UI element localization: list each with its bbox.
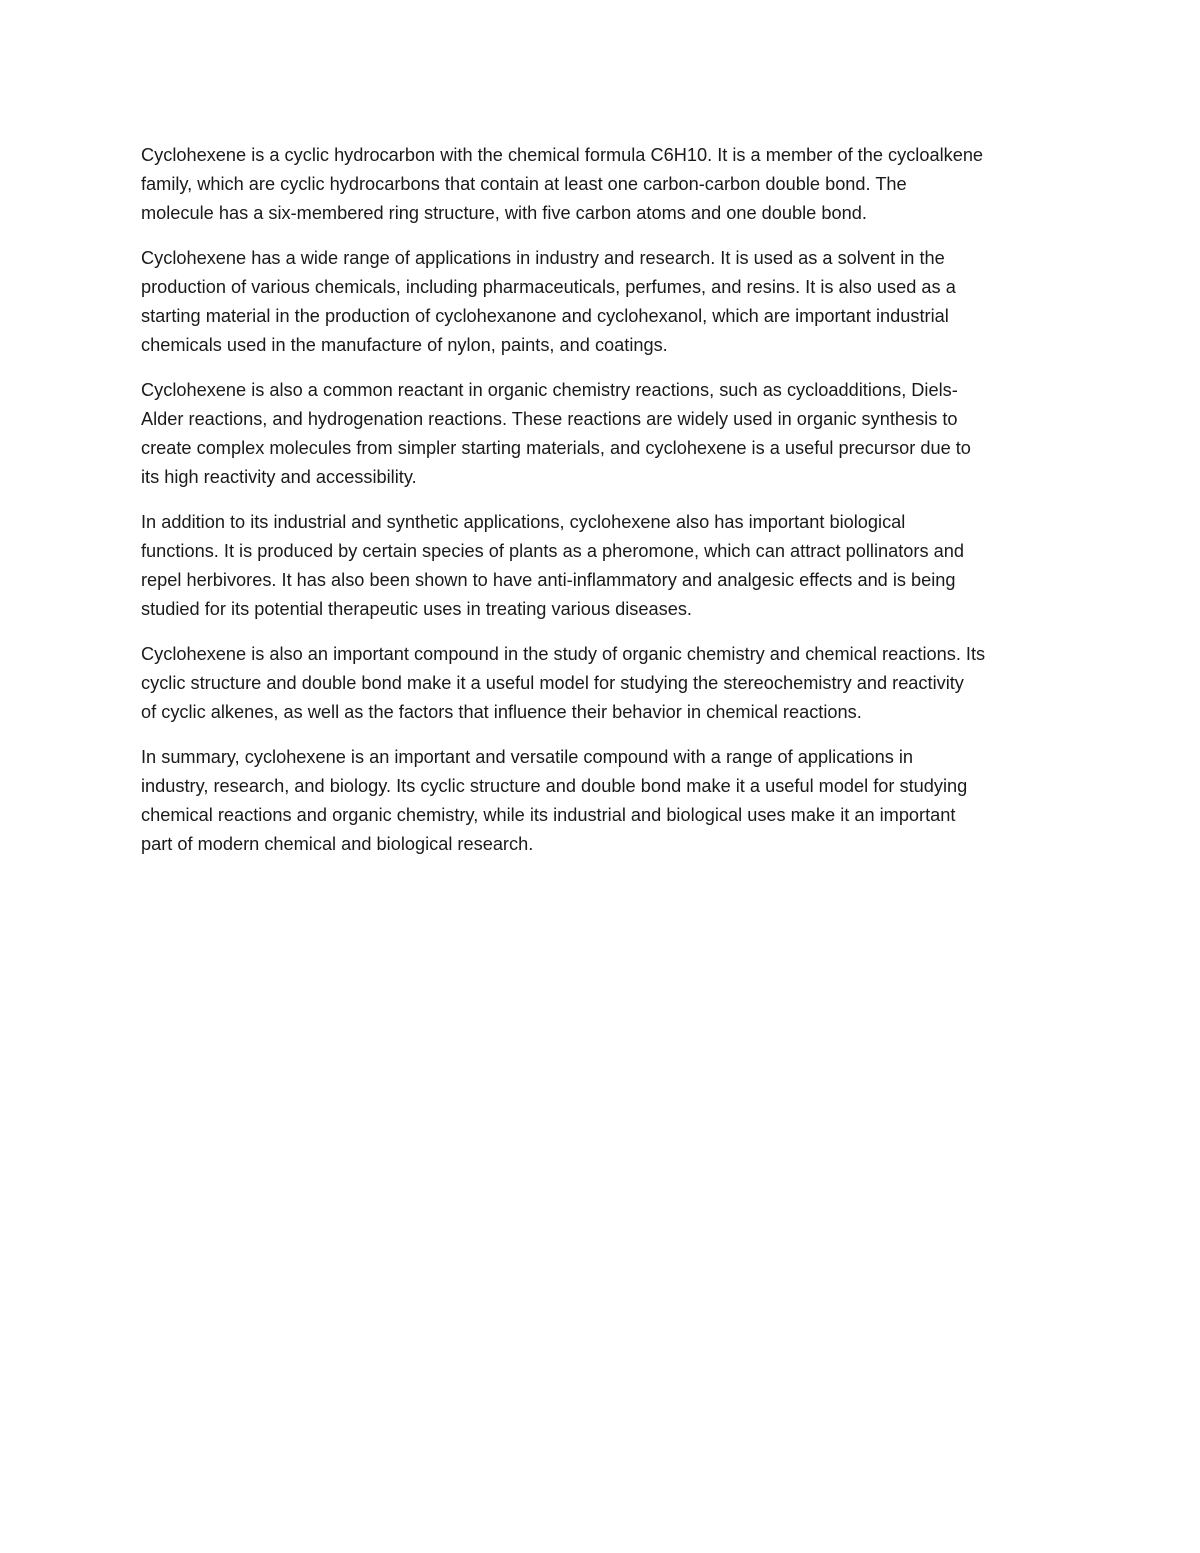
text-line: In addition to its industrial and synthetic applications, cyclohexene also has important biological xyxy=(141,512,906,532)
paragraph-summary xyxy=(141,743,1061,859)
paragraph-biological xyxy=(141,508,1061,624)
paragraph-reactions xyxy=(141,376,1061,492)
text-line: functions. It is produced by certain species of plants as a pheromone, which can attract pollinators and xyxy=(141,541,964,561)
text-line: part of modern chemical and biological research. xyxy=(141,834,534,854)
text-line: studied for its potential therapeutic uses in treating various diseases. xyxy=(141,599,692,619)
text-line: create complex molecules from simpler starting materials, and cyclohexene is a useful precursor due to xyxy=(141,438,971,458)
text-line: Cyclohexene is also a common reactant in organic chemistry reactions, such as cycloadditions, Diels- xyxy=(141,380,958,400)
text-line: industry, research, and biology. Its cyclic structure and double bond make it a useful model for studying xyxy=(141,776,968,796)
text-line: cyclic structure and double bond make it a useful model for studying the stereochemistry and reactivity xyxy=(141,673,964,693)
text-line: chemical reactions and organic chemistry, while its industrial and biological uses make it an important xyxy=(141,805,956,825)
text-line: molecule has a six-membered ring structure, with five carbon atoms and one double bond. xyxy=(141,203,867,223)
text-line: of cyclic alkenes, as well as the factors that influence their behavior in chemical reactions. xyxy=(141,702,862,722)
document-body xyxy=(141,141,1061,875)
text-line: family, which are cyclic hydrocarbons that contain at least one carbon-carbon double bond. The xyxy=(141,174,907,194)
text-line: chemicals used in the manufacture of nylon, paints, and coatings. xyxy=(141,335,668,355)
paragraph-organic-chemistry xyxy=(141,640,1061,727)
text-line: Alder reactions, and hydrogenation reactions. These reactions are widely used in organic synthesis to xyxy=(141,409,958,429)
text-line: Cyclohexene has a wide range of applications in industry and research. It is used as a solvent in the xyxy=(141,248,945,268)
text-line: In summary, cyclohexene is an important and versatile compound with a range of applications in xyxy=(141,747,914,767)
paragraph-applications xyxy=(141,244,1061,360)
paragraph-definition xyxy=(141,141,1061,228)
text-line: Cyclohexene is a cyclic hydrocarbon with the chemical formula C6H10. It is a member of the cycloalkene xyxy=(141,145,984,165)
text-line: its high reactivity and accessibility. xyxy=(141,467,417,487)
text-line: repel herbivores. It has also been shown to have anti-inflammatory and analgesic effects and is being xyxy=(141,570,956,590)
text-line: production of various chemicals, including pharmaceuticals, perfumes, and resins. It is also used as a xyxy=(141,277,956,297)
text-line: starting material in the production of cyclohexanone and cyclohexanol, which are important industrial xyxy=(141,306,949,326)
text-line: Cyclohexene is also an important compound in the study of organic chemistry and chemical reactions. Its xyxy=(141,644,986,664)
